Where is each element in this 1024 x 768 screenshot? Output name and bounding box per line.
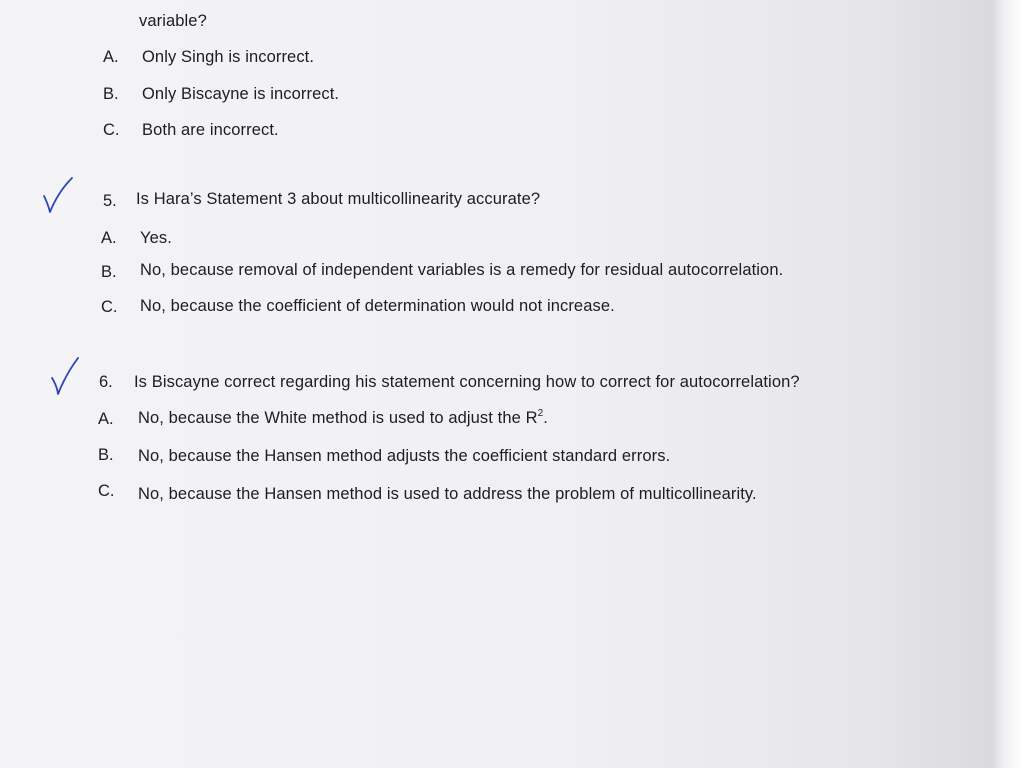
option-text: No, because the Hansen method adjusts the coefficient standard errors. — [138, 447, 671, 465]
option-text: No, because the Hansen method is used to address the problem of multicollinearity. — [138, 485, 757, 503]
checkmark-icon — [48, 356, 88, 396]
option-text-tail: . — [543, 409, 548, 427]
option-text: Only Biscayne is incorrect. — [142, 85, 340, 103]
question-fragment: variable? — [139, 12, 207, 30]
option-text: No, because the coefficient of determination would not increase. — [140, 297, 615, 315]
option-text: Only Singh is incorrect. — [142, 48, 315, 66]
option-letter: A. — [101, 229, 117, 247]
option-letter: B. — [98, 446, 114, 464]
option-letter: C. — [103, 121, 120, 139]
option-text-main: No, because the White method is used to adjust the R — [138, 409, 538, 427]
option-text — [138, 409, 548, 428]
question-number: 6. — [99, 373, 113, 391]
option-letter: A. — [103, 48, 119, 66]
option-letter: B. — [103, 85, 119, 103]
option-text: No, because removal of independent variables is a remedy for residual autocorrelation. — [140, 261, 784, 279]
question-number: 5. — [103, 192, 117, 210]
option-text: Yes. — [140, 229, 172, 247]
option-letter: C. — [101, 298, 118, 316]
option-letter: A. — [98, 410, 114, 428]
option-text: Both are incorrect. — [142, 121, 279, 139]
option-letter: C. — [98, 482, 115, 500]
checkmark-icon — [38, 176, 78, 216]
superscript: 2 — [537, 408, 544, 419]
option-letter: B. — [101, 263, 117, 281]
page-edge — [992, 0, 1024, 768]
question-text: Is Hara’s Statement 3 about multicollinearity accurate? — [136, 190, 541, 208]
question-text: Is Biscayne correct regarding his statement concerning how to correct for autocorrelation? — [134, 373, 800, 391]
